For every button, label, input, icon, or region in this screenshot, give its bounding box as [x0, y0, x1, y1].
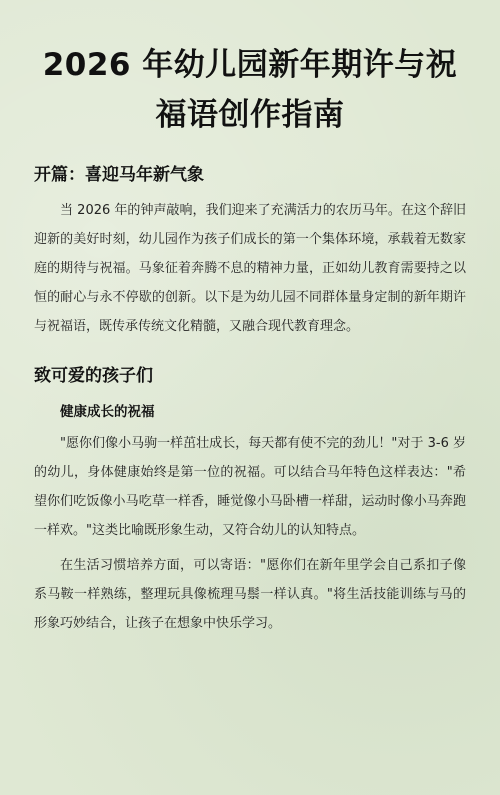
- paragraph-opening: 当 2026 年的钟声敲响，我们迎来了充满活力的农历马年。在这个辞旧迎新的美好时刻，幼儿园作为孩子们成长的第一个集体环境，承载着无数家庭的期待与祝福。马象征着奔腾不息的精神力量，正如幼儿教育需要持之以恒的耐心与永不停歇的创新。以下是为幼儿园不同群体量身定制的新年期许与祝福语，既传承传统文化精髓，又融合现代教育理念。: [34, 203, 466, 334]
- section-heading-opening: 开篇：喜迎马年新气象: [34, 165, 204, 185]
- document-title: 2026 年幼儿园新年期许与祝福语创作指南: [42, 47, 458, 133]
- paragraph-habits: 在生活习惯培养方面，可以寄语："愿你们在新年里学会自己系扣子像系马鞍一样熟练，整理玩具像梳理马鬃一样认真。"将生活技能训练与马的形象巧妙结合，让孩子在想象中快乐学习。: [34, 558, 466, 631]
- subheading-health-blessing: 健康成长的祝福: [60, 404, 155, 420]
- paragraph-health: "愿你们像小马驹一样茁壮成长，每天都有使不完的劲儿！"对于 3-6 岁的幼儿，身体健康始终是第一位的祝福。可以结合马年特色这样表达："希望你们吃饭像小马吃草一样香，睡觉像小马卧槽一样甜，运动时像小马奔跑一样欢。"这类比喻既形象生动，又符合幼儿的认知特点。: [34, 436, 466, 538]
- section-heading-children: 致可爱的孩子们: [34, 366, 153, 386]
